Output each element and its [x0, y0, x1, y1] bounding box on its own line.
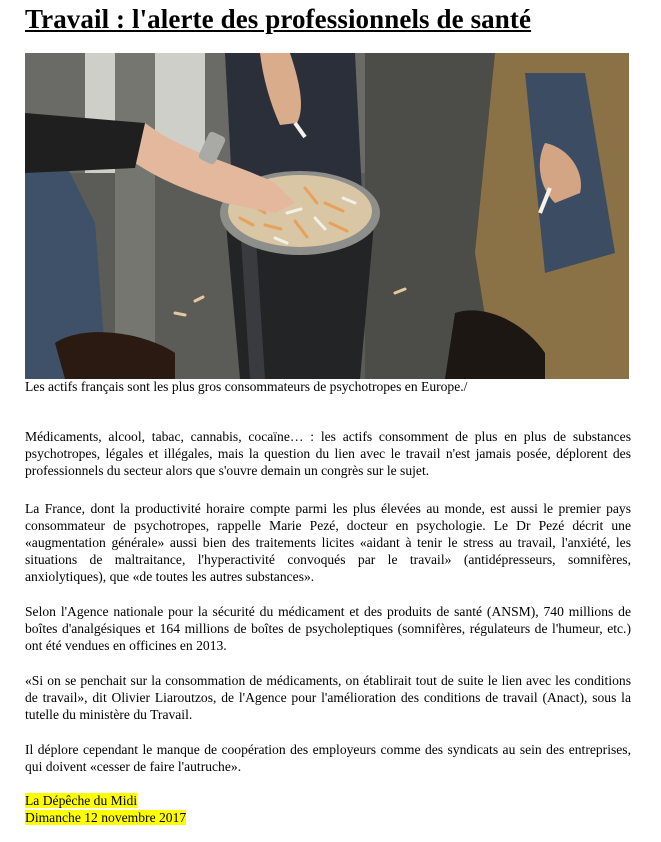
source-publication: La Dépêche du Midi — [25, 793, 138, 808]
paragraph-2: La France, dont la productivité horaire compte parmi les plus élevées au monde, est aussi le premier pays consommateur de psychotropes, rappelle Marie Pezé, docteur en psychologie. Le Dr Pezé décrit une «augmentation générale» aussi bien des traitements licites «aidant à tenir le stress au travail, l'anxiété, les situations de maltraitance, l'hyperactivité convoqués par le travail» (antidépresseurs, somnifères, anxiolytiques), que «de toutes les autres substances». — [25, 501, 631, 584]
paragraph-5: Il déplore cependant le manque de coopération des employeurs comme des syndicats au sein des entreprises, qui doivent «cesser de faire l'autruche». — [25, 742, 631, 774]
article-photo — [25, 53, 629, 379]
article-title: Travail : l'alerte des professionnels de santé — [25, 4, 532, 34]
paragraph-1: Médicaments, alcool, tabac, cannabis, cocaïne… : les actifs consomment de plus en plus de substances psychotropes, légales et illégales, mais la question du lien avec le travail n'est jamais posée, déplorent des professionnels du secteur alors que s'ouvre demain un congrès sur le sujet. — [25, 429, 631, 478]
paragraph-4: «Si on se penchait sur la consommation de médicaments, on établirait tout de suite le lien avec les conditions de travail», dit Olivier Liaroutzos, de l'Agence pour l'amélioration des conditions de travail (Anact), sous la tutelle du ministère du Travail. — [25, 673, 631, 722]
article-source — [25, 792, 186, 826]
paragraph-3: Selon l'Agence nationale pour la sécurité du médicament et des produits de santé (ANSM), 740 millions de boîtes d'analgésiques et 164 millions de boîtes de psycholeptiques (somnifères, régulateurs de l'humeur, etc.) ont été vendues en officines en 2013. — [25, 604, 631, 653]
source-date: Dimanche 12 novembre 2017 — [25, 810, 187, 825]
photo-caption: Les actifs français sont les plus gros consommateurs de psychotropes en Europe./ — [25, 379, 468, 394]
